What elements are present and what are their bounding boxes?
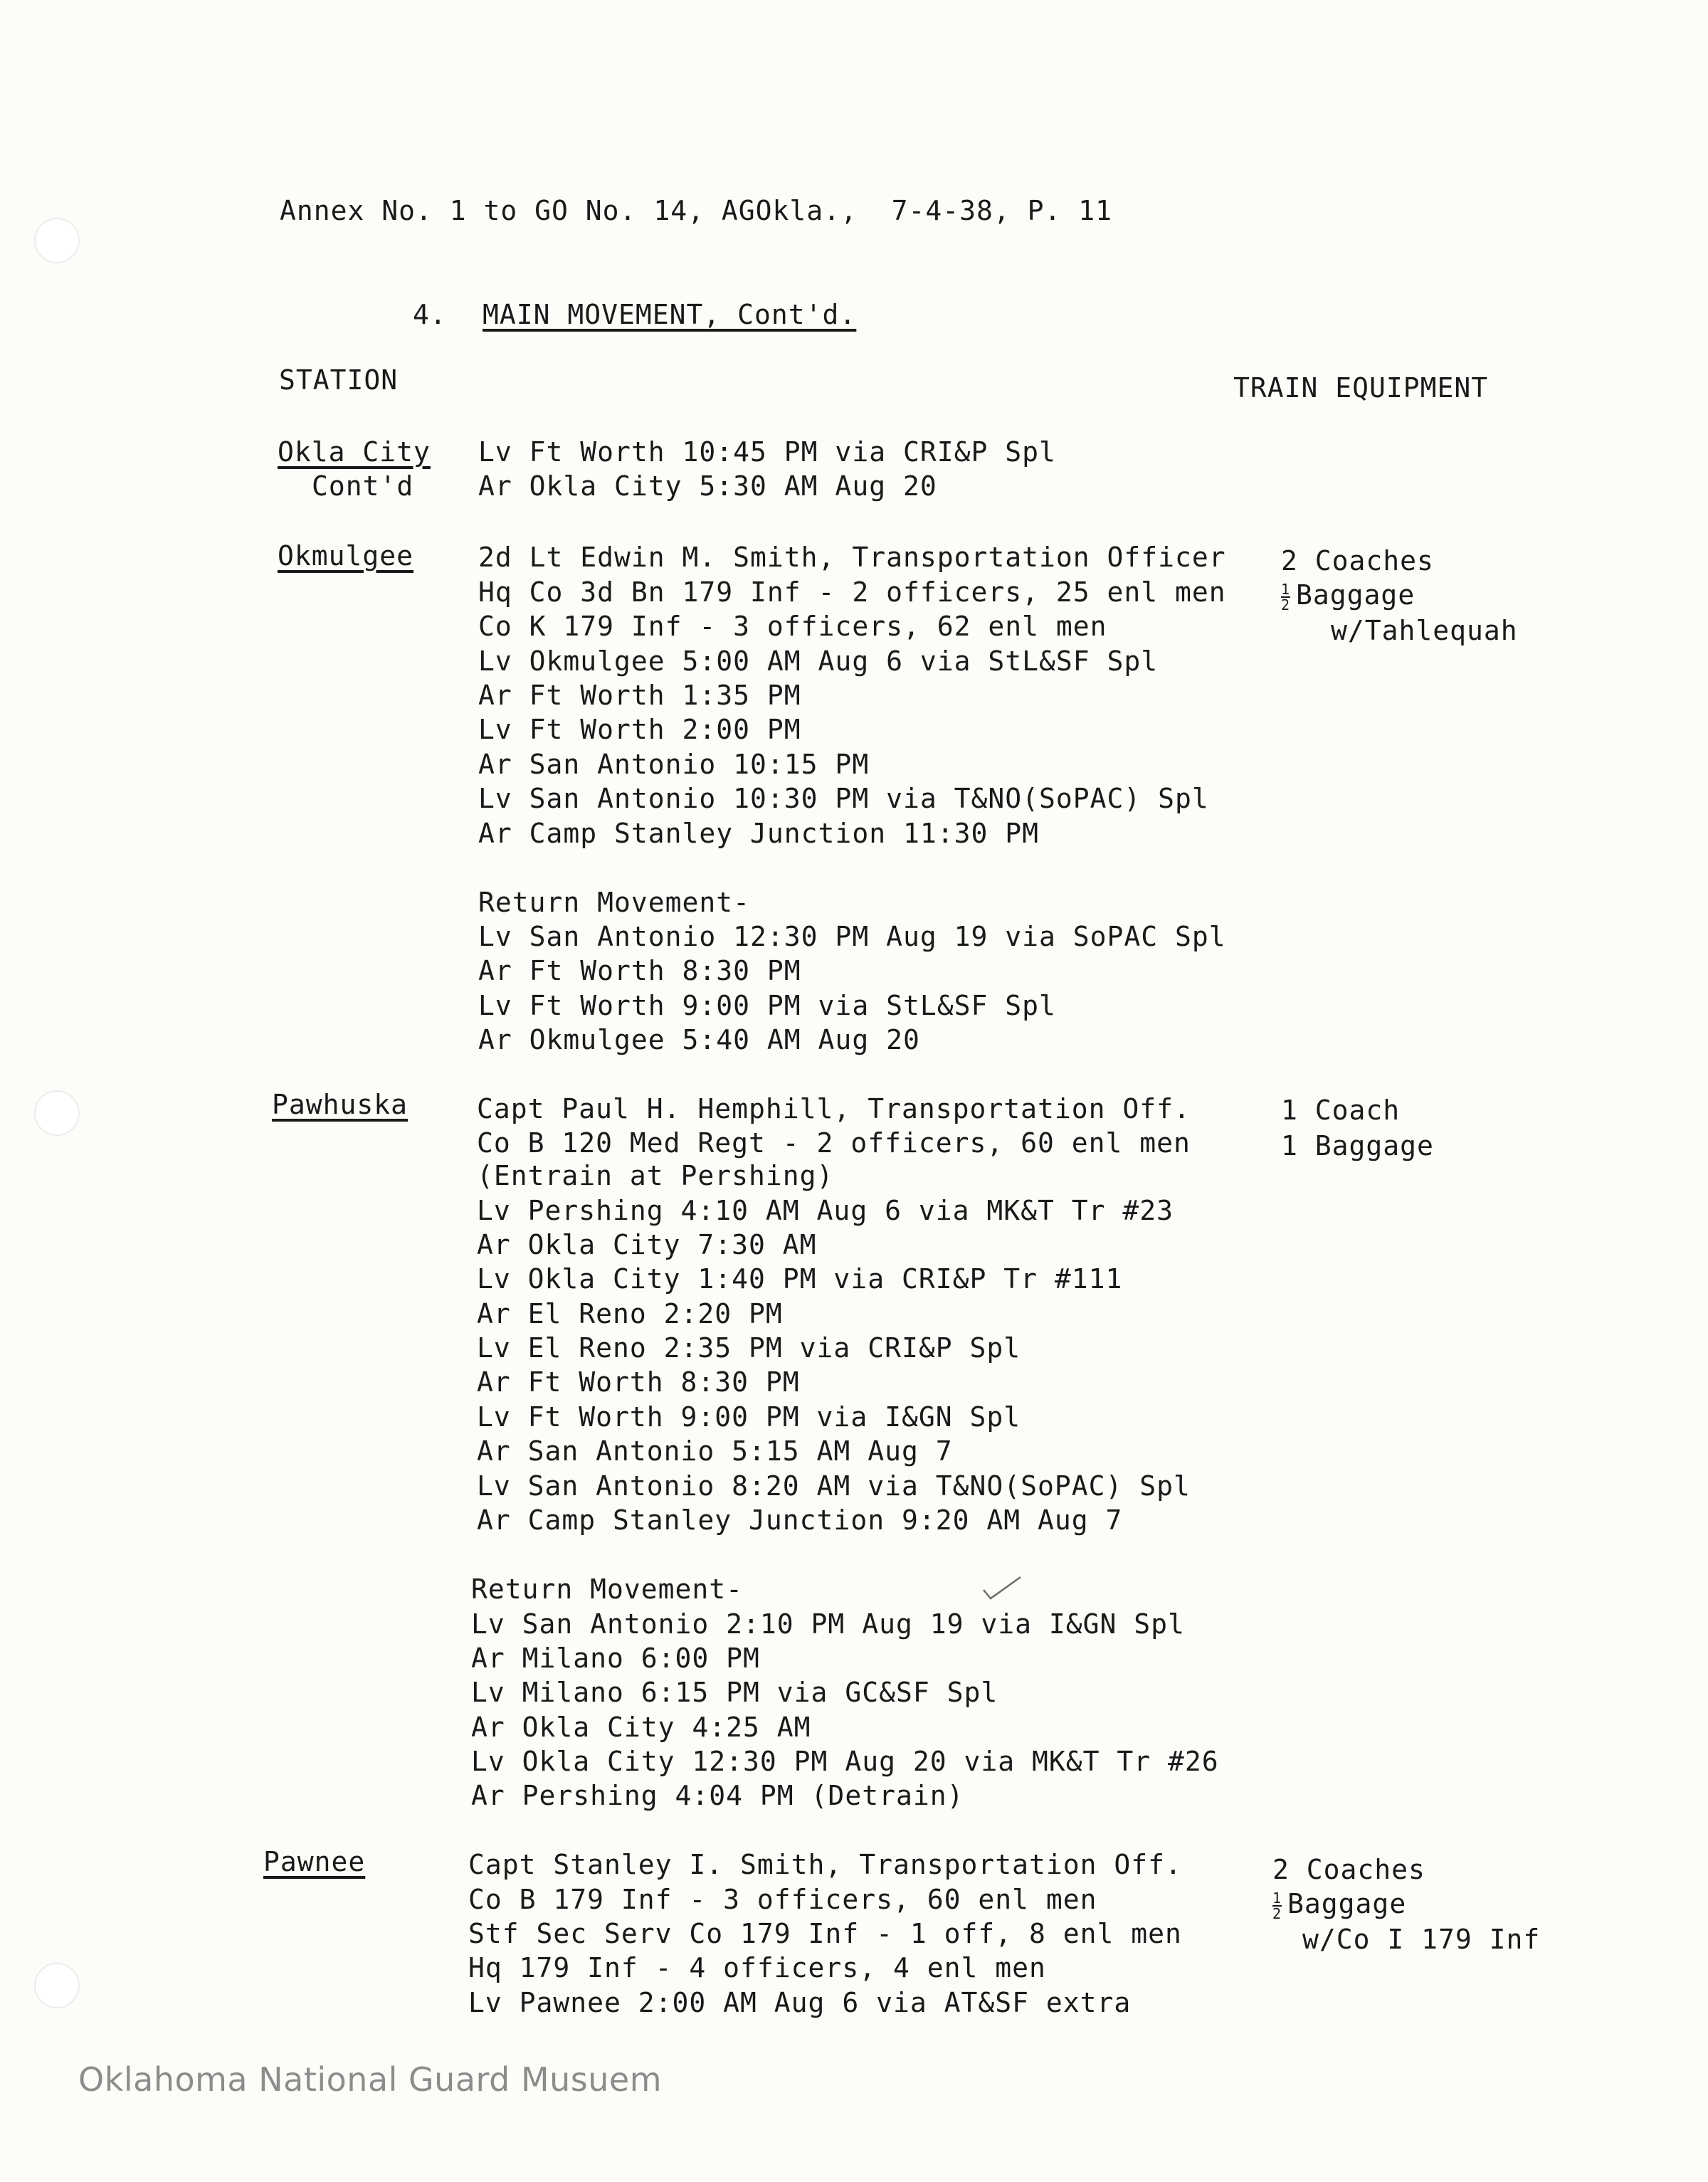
schedule-line: Ar Ft Worth 8:30 PM — [477, 1366, 800, 1398]
schedule-line: Capt Stanley I. Smith, Transportation Off. — [468, 1849, 1182, 1880]
schedule-line: Lv Pershing 4:10 AM Aug 6 via MK&T Tr #23 — [477, 1195, 1174, 1226]
fraction: $\frac{1}{2}$ — [1272, 1889, 1282, 1922]
schedule-line: Lv Ft Worth 9:00 PM via I&GN Spl — [477, 1401, 1021, 1433]
schedule-line: 2d Lt Edwin M. Smith, Transportation Officer — [478, 542, 1226, 573]
schedule-line: Lv Ft Worth 9:00 PM via StL&SF Spl — [478, 990, 1056, 1021]
station-okla-city-sub: Cont'd — [312, 470, 414, 502]
schedule-line: Stf Sec Serv Co 179 Inf - 1 off, 8 enl men — [468, 1918, 1182, 1949]
column-header-station: STATION — [279, 364, 399, 396]
schedule-line: Ar Okmulgee 5:40 AM Aug 20 — [478, 1024, 920, 1055]
museum-watermark: Oklahoma National Guard Musuem — [78, 2060, 663, 2099]
schedule-line: Lv El Reno 2:35 PM via CRI&P Spl — [477, 1332, 1021, 1364]
schedule-line: Lv Okla City 1:40 PM via CRI&P Tr #111 — [477, 1263, 1123, 1295]
return-movement-heading: Return Movement- — [471, 1574, 744, 1605]
schedule-line: Ar Okla City 4:25 AM — [471, 1712, 811, 1743]
schedule-line: Hq 179 Inf - 4 officers, 4 enl men — [468, 1952, 1046, 1983]
equipment-line: $\frac{1}{2}$ Baggage — [1281, 579, 1416, 613]
station-pawnee: Pawnee — [263, 1846, 366, 1877]
schedule-line: Hq Co 3d Bn 179 Inf - 2 officers, 25 enl men — [478, 576, 1226, 608]
equipment-line: w/Tahlequah — [1331, 615, 1518, 646]
schedule-line: Ar Pershing 4:04 PM (Detrain) — [471, 1780, 964, 1811]
schedule-line: Ar El Reno 2:20 PM — [477, 1298, 783, 1329]
equipment-line: w/Co I 179 Inf — [1302, 1924, 1541, 1955]
station-okmulgee: Okmulgee — [278, 540, 414, 571]
schedule-line: Ar Camp Stanley Junction 11:30 PM — [478, 818, 1039, 849]
station-pawhuska: Pawhuska — [272, 1089, 408, 1120]
schedule-line: Ar Okla City 7:30 AM — [477, 1229, 817, 1260]
schedule-line: Capt Paul H. Hemphill, Transportation Off. — [477, 1093, 1191, 1124]
schedule-line: Ar Milano 6:00 PM — [471, 1643, 760, 1674]
schedule-line: Lv Pawnee 2:00 AM Aug 6 via AT&SF extra — [468, 1987, 1132, 2018]
schedule-line: Ar Camp Stanley Junction 9:20 AM Aug 7 — [477, 1504, 1123, 1536]
schedule-line: Lv San Antonio 8:20 AM via T&NO(SoPAC) Spl — [477, 1470, 1191, 1502]
equipment-line: $\frac{1}{2}$ Baggage — [1272, 1888, 1407, 1922]
equipment-line: 1 Coach — [1281, 1095, 1401, 1126]
schedule-line: (Entrain at Pershing) — [477, 1160, 834, 1191]
schedule-line: Lv Okla City 12:30 PM Aug 20 via MK&T Tr #26 — [471, 1746, 1219, 1777]
schedule-line: Lv Ft Worth 10:45 PM via CRI&P Spl — [478, 436, 1056, 468]
schedule-line: Co B 120 Med Regt - 2 officers, 60 enl men — [477, 1127, 1191, 1159]
return-movement-heading: Return Movement- — [478, 887, 751, 918]
document-header: Annex No. 1 to GO No. 14, AGOkla., 7-4-38, P. 11 — [280, 195, 1113, 226]
section-number: 4. — [413, 299, 447, 330]
punch-hole — [34, 1963, 80, 2008]
schedule-line: Co B 179 Inf - 3 officers, 60 enl men — [468, 1884, 1097, 1915]
punch-hole — [34, 218, 80, 263]
schedule-line: Lv Milano 6:15 PM via GC&SF Spl — [471, 1677, 998, 1708]
schedule-line: Ar San Antonio 10:15 PM — [478, 749, 870, 780]
equipment-line: 2 Coaches — [1281, 545, 1434, 576]
equipment-line: 2 Coaches — [1272, 1854, 1425, 1885]
schedule-line: Lv San Antonio 12:30 PM Aug 19 via SoPAC Spl — [478, 921, 1226, 952]
equipment-line: 1 Baggage — [1281, 1130, 1434, 1161]
station-okla-city: Okla City — [278, 436, 431, 468]
column-header-equipment: TRAIN EQUIPMENT — [1233, 372, 1489, 404]
fraction: $\frac{1}{2}$ — [1281, 580, 1291, 613]
schedule-line: Lv Okmulgee 5:00 AM Aug 6 via StL&SF Spl — [478, 645, 1159, 677]
schedule-line: Ar Okla City 5:30 AM Aug 20 — [478, 470, 937, 502]
schedule-line: Ar Ft Worth 8:30 PM — [478, 955, 801, 986]
schedule-line: Ar Ft Worth 1:35 PM — [478, 680, 801, 711]
schedule-line: Ar San Antonio 5:15 AM Aug 7 — [477, 1435, 953, 1467]
schedule-line: Lv San Antonio 2:10 PM Aug 19 via I&GN Spl — [471, 1608, 1185, 1640]
schedule-line: Co K 179 Inf - 3 officers, 62 enl men — [478, 611, 1107, 642]
schedule-line: Lv Ft Worth 2:00 PM — [478, 714, 801, 745]
punch-hole — [34, 1090, 80, 1136]
schedule-line: Lv San Antonio 10:30 PM via T&NO(SoPAC) Spl — [478, 783, 1209, 814]
section-title: MAIN MOVEMENT, Cont'd. — [483, 299, 857, 330]
check-mark — [981, 1574, 1023, 1603]
